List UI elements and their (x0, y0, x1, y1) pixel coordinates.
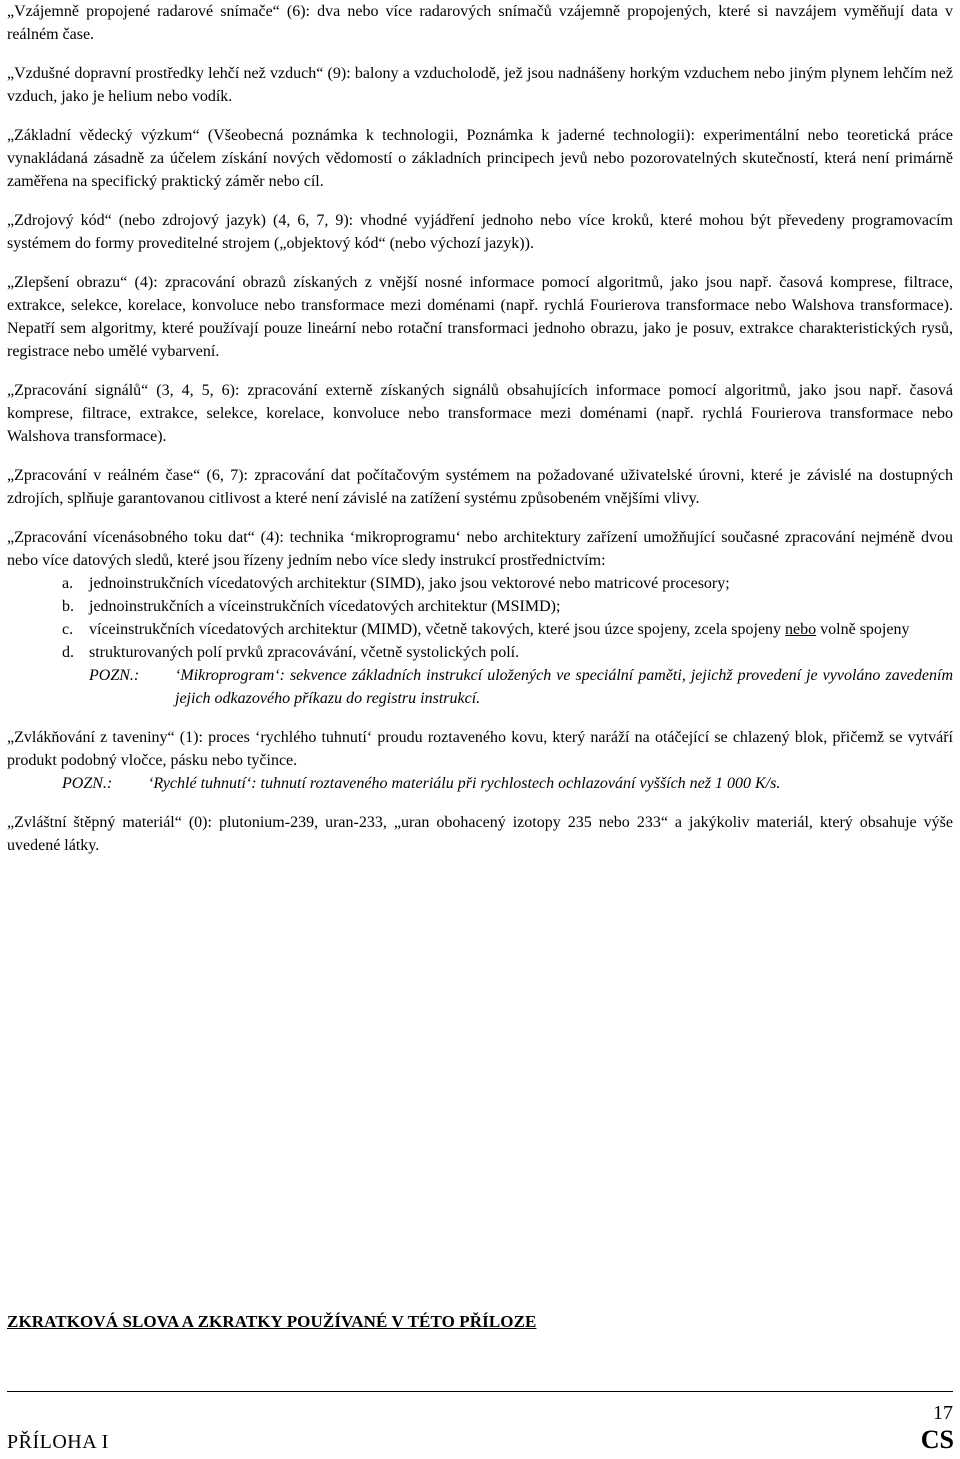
section-title: ZKRATKOVÁ SLOVA A ZKRATKY POUŽÍVANÉ V TÉTO PŘÍLOZE (7, 1312, 537, 1331)
list-marker: a. (62, 575, 74, 592)
note (89, 664, 953, 710)
definition-entry (7, 0, 953, 46)
list-item-text: jednoinstrukčních a víceinstrukčních vícedatových architektur (MSIMD); (89, 598, 561, 615)
list-item (7, 641, 953, 664)
definition-entry (7, 209, 953, 255)
list-marker: c. (62, 621, 74, 638)
definition-entry-multi-stream (7, 526, 953, 710)
definition-text: „Zpracování signálů“ (3, 4, 5, 6): zpracování externě získaných signálů obsahujících informace pomocí algoritmů, jako jsou např. časová komprese, filtrace, extrakce, selekce, korelace, konvoluce nebo transformace mezi doménami (např. rychlá Fourierova transformace nebo Walshova transformace). (7, 382, 953, 445)
note-label: POZN.: (62, 775, 113, 792)
list-item-text: strukturovaných polí prvků zpracovávání, včetně systolických polí. (89, 644, 520, 661)
definition-text: „Zdrojový kód“ (nebo zdrojový jazyk) (4, 6, 7, 9): vhodné vyjádření jednoho nebo více kroků, které mohou být převedeny programovacím systémem do formy proveditelné strojem („objektový kód“ (nebo výchozí jazyk)). (7, 212, 953, 252)
definition-entry (7, 124, 953, 193)
note-label: POZN.: (89, 667, 140, 684)
definition-text: „Zlepšení obrazu“ (4): zpracování obrazů získaných z vnější nosné informace pomocí algoritmů, jako jsou např. časová komprese, filtrace, extrakce, selekce, korelace, konvoluce nebo transformace mezi doménami (např. rychlá Fourierova transformace nebo Walshova transformace). Nepatří sem algoritmy, které používají pouze lineární nebo rotační transformaci jednoho obrazu, jako je posuv, extrakce charakteristických rysů, registrace nebo umělé vybarvení. (7, 274, 953, 360)
definition-entry (7, 62, 953, 108)
definition-entry (7, 811, 953, 857)
definition-entry (7, 726, 953, 795)
underlined-word: nebo (785, 621, 817, 638)
page-number: 17 (933, 1402, 953, 1424)
note-text: ‘Mikroprogram‘: sekvence základních instrukcí uložených ve speciální paměti, jejichž provedení je vyvoláno zavedením jejich odkazového příkazu do registru instrukcí. (175, 667, 953, 707)
list-marker: b. (62, 598, 74, 615)
list-item-text: jednoinstrukčních vícedatových architektur (SIMD), jako jsou vektorové nebo matricové procesory; (89, 575, 730, 592)
definition-text: „Zpracování vícenásobného toku dat“ (4): technika ‘mikroprogramu‘ nebo architektury zařízení umožňující současné zpracování nejméně dvou nebo více datových sledů, které jsou řízeny jedním nebo více sledy instrukcí prostřednictvím: (7, 529, 953, 569)
list-item (7, 572, 953, 595)
definition-entry (7, 271, 953, 363)
note (62, 772, 953, 795)
definition-text: „Vzdušné dopravní prostředky lehčí než vzduch“ (9): balony a vzducholodě, jež jsou nadnášeny horkým vzduchem nebo jiným plynem lehčím než vzduch, jako je helium nebo vodík. (7, 65, 953, 105)
definition-text: „Zpracování v reálném čase“ (6, 7): zpracování dat počítačovým systémem na požadované uživatelské úrovni, které je závislé na dostupných zdrojích, splňuje garantovanou citlivost a které není závislé na zatížení systému způsobeném vnějšími vlivy. (7, 467, 953, 507)
annex-label: PŘÍLOHA I (7, 1431, 109, 1453)
list-marker: d. (62, 644, 74, 661)
sub-list (7, 572, 953, 664)
list-item (7, 595, 953, 618)
definition-text: „Zvláštní štěpný materiál“ (0): plutonium-239, uran-233, „uran obohacený izotopy 235 nebo 233“ a jakýkoliv materiál, který obsahuje výše uvedené látky. (7, 814, 953, 854)
definition-entry (7, 464, 953, 510)
definition-entry (7, 379, 953, 448)
list-item (7, 618, 953, 641)
language-code: CS (920, 1425, 954, 1454)
footer-divider (7, 1391, 953, 1392)
definition-text: „Vzájemně propojené radarové snímače“ (6): dva nebo více radarových snímačů vzájemně propojených, které si navzájem vyměňují data v reálném čase. (7, 3, 953, 43)
note-text: ‘Rychlé tuhnutí‘: tuhnutí roztaveného materiálu při rychlostech ochlazování vyšších než 1 000 K/s. (148, 775, 781, 792)
list-item-text: víceinstrukčních vícedatových architektur (MIMD), včetně takových, které jsou úzce spojeny, zcela spojeny nebo volně spojeny (89, 621, 910, 638)
definition-text: „Základní vědecký výzkum“ (Všeobecná poznámka k technologii, Poznámka k jaderné technologii): experimentální nebo teoretická práce vynakládaná zásadně za účelem získání nových vědomostí o základních principech jevů nebo pozorovatelných skutečností, která není primárně zaměřena na specifický praktický záměr nebo cíl. (7, 127, 953, 190)
definition-text: „Zvlákňování z taveniny“ (1): proces ‘rychlého tuhnutí‘ proudu roztaveného kovu, který naráží na otáčející se chlazený blok, přičemž se vytváří produkt podobný vločce, pásku nebo tyčince. (7, 729, 953, 769)
document-body (7, 0, 953, 857)
